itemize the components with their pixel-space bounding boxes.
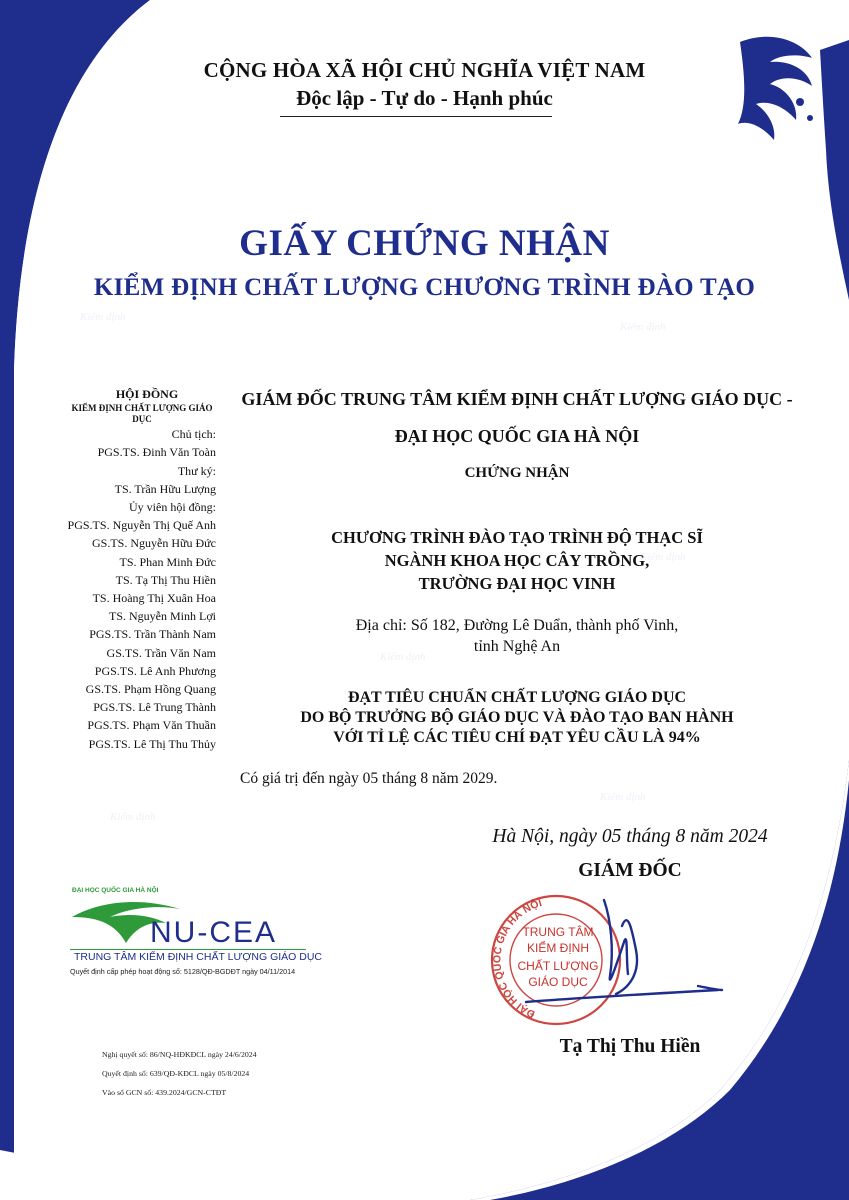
- svg-text:Kiểm định: Kiểm định: [620, 321, 666, 333]
- decision-ref: Quyết định số: 639/QĐ-KĐCL ngày 05/8/2024: [102, 1069, 250, 1078]
- svg-text:Kiểm định: Kiểm định: [80, 311, 126, 323]
- secretary-label: Thư ký:: [177, 463, 216, 478]
- council-subheading: KIỂM ĐỊNH CHẤT LƯỢNG GIÁO DỤC: [71, 403, 213, 425]
- secretary-name: TS. Trần Hữu Lượng: [114, 481, 216, 496]
- signer-title: GIÁM ĐỐC: [578, 860, 682, 881]
- stamp-line-3: CHẤT LƯỢNG: [517, 959, 599, 973]
- member-name: TS. Tạ Thị Thu Hiền: [115, 572, 216, 587]
- member-name: PGS.TS. Lê Thị Thu Thủy: [88, 736, 216, 751]
- council-heading: HỘI ĐỒNG: [115, 387, 179, 401]
- address-line-2: tỉnh Nghệ An: [473, 638, 561, 655]
- member-name: TS. Nguyễn Minh Lợi: [108, 609, 216, 624]
- director-line-1: GIÁM ĐỐC TRUNG TÂM KIỂM ĐỊNH CHẤT LƯỢNG GIÁO DỤC -: [241, 389, 793, 409]
- registry-ref: Vào sổ GCN số: 439.2024/GCN-CTĐT: [102, 1088, 227, 1097]
- program-line-3: TRƯỜNG ĐẠI HỌC VINH: [418, 574, 616, 593]
- chair-name: PGS.TS. Đinh Văn Toàn: [97, 445, 216, 460]
- member-name: TS. Hoàng Thị Xuân Hoa: [92, 591, 216, 606]
- member-name: PGS.TS. Lê Trung Thành: [93, 700, 216, 715]
- council-list: [38, 385, 216, 753]
- standard-block: [232, 688, 802, 748]
- member-name: PGS.TS. Phạm Văn Thuần: [87, 718, 216, 733]
- national-motto: Độc lập - Tự do - Hạnh phúc: [296, 86, 553, 110]
- address-line-1: Địa chỉ: Số 182, Đường Lê Duẩn, thành phố Vinh,: [355, 617, 679, 634]
- stamp-line-1: TRUNG TÂM: [522, 925, 594, 939]
- stamp-line-4: GIÁO DỤC: [528, 975, 588, 989]
- signer-name: Tạ Thị Thu Hiền: [559, 1036, 701, 1057]
- standard-line-1: ĐẠT TIÊU CHUẨN CHẤT LƯỢNG GIÁO DỤC: [347, 689, 687, 706]
- logo-subtitle: TRUNG TÂM KIỂM ĐỊNH CHẤT LƯỢNG GIÁO DỤC: [74, 951, 323, 963]
- certificate-title: GIẤY CHỨNG NHẬN: [239, 223, 610, 264]
- member-name: PGS.TS. Lê Anh Phương: [94, 663, 216, 678]
- member-name: PGS.TS. Nguyễn Thị Quế Anh: [67, 518, 216, 533]
- program-line-2: NGÀNH KHOA HỌC CÂY TRỒNG,: [384, 551, 650, 570]
- certificate-subtitle: KIỂM ĐỊNH CHẤT LƯỢNG CHƯƠNG TRÌNH ĐÀO TẠO: [93, 274, 756, 301]
- chair-label: Chủ tịch:: [171, 427, 216, 442]
- svg-text:Kiểm định: Kiểm định: [110, 811, 156, 823]
- member-name: GS.TS. Nguyễn Hữu Đức: [91, 536, 216, 551]
- svg-text:Kiểm định: Kiểm định: [600, 791, 646, 803]
- stamp-line-2: KIỂM ĐỊNH: [526, 941, 590, 955]
- logo-license: Quyết định cấp phép hoạt động số: 5128/QĐ-BGDĐT ngày 04/11/2014: [70, 967, 296, 976]
- certify-label: CHỨNG NHẬN: [464, 465, 570, 481]
- member-name: TS. Phan Minh Đức: [119, 554, 216, 569]
- member-name: GS.TS. Phạm Hồng Quang: [85, 682, 216, 697]
- program-line-1: CHƯƠNG TRÌNH ĐÀO TẠO TRÌNH ĐỘ THẠC SĨ: [331, 528, 703, 547]
- motto-underline: [280, 116, 552, 117]
- logo-university: ĐẠI HỌC QUỐC GIA HÀ NỘI: [72, 887, 159, 894]
- address-block: [232, 615, 802, 657]
- svg-text:Kiểm định: Kiểm định: [380, 651, 426, 663]
- reference-numbers: [102, 1045, 257, 1102]
- validity-text: Có giá trị đến ngày 05 tháng 8 năm 2029.: [240, 770, 498, 787]
- national-title: CỘNG HÒA XÃ HỘI CHỦ NGHĨA VIỆT NAM: [203, 58, 646, 82]
- member-name: GS.TS. Trần Văn Nam: [106, 645, 216, 660]
- place-date: Hà Nội, ngày 05 tháng 8 năm 2024: [492, 826, 768, 847]
- member-name: PGS.TS. Trần Thành Nam: [89, 627, 216, 642]
- program-block: [232, 526, 802, 595]
- official-stamp: [486, 890, 736, 1030]
- standard-line-3: VỚI TỈ LỆ CÁC TIÊU CHÍ ĐẠT YÊU CẦU LÀ 94%: [333, 729, 701, 746]
- resolution-ref: Nghị quyết số: 86/NQ-HĐKĐCL ngày 24/6/2024: [102, 1050, 257, 1059]
- svg-text:Kiểm định: Kiểm định: [640, 551, 686, 563]
- director-line-2: ĐẠI HỌC QUỐC GIA HÀ NỘI: [394, 426, 640, 446]
- members-label: Ủy viên hội đồng:: [129, 500, 216, 515]
- standard-line-2: DO BỘ TRƯỞNG BỘ GIÁO DỤC VÀ ĐÀO TẠO BAN HÀNH: [300, 709, 734, 726]
- stamp-ring-text: ĐẠI HỌC QUỐC GIA HÀ NỘI: [491, 897, 544, 1021]
- logo-name: NU-CEA: [150, 916, 278, 949]
